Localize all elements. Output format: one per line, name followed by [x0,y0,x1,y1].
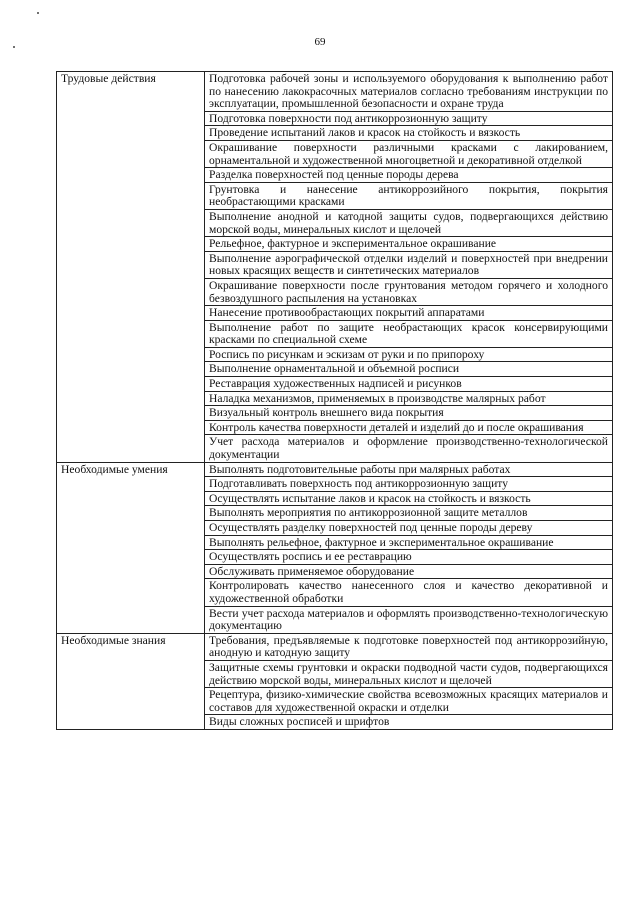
table-cell-item: Выполнять рельефное, фактурное и экспериментальное окрашивание [205,535,613,550]
table-row [57,72,613,112]
table-cell-item: Выполнение работ по защите необрастающих красок консервирующими красками по специальной схеме [205,320,613,347]
section-label: Трудовые действия [57,72,205,463]
table-cell-item: Проведение испытаний лаков и красок на стойкость и вязкость [205,126,613,141]
table-cell-item: Грунтовка и нанесение антикоррозийного покрытия, покрытия необрастающими красками [205,182,613,209]
table-cell-item: Контролировать качество нанесенного слоя и качество декоративной и художественной обработки [205,579,613,606]
table-cell-item: Требования, предъявляемые к подготовке поверхностей под антикоррозийную, анодную и катодную защиту [205,633,613,660]
table-cell-item: Рецептура, физико-химические свойства всевозможных красящих материалов и составов для художественной окраски и отделки [205,688,613,715]
table-cell-item: Рельефное, фактурное и экспериментальное окрашивание [205,237,613,252]
table-cell-item: Осуществлять разделку поверхностей под ценные породы дереву [205,521,613,536]
table-cell-item: Нанесение противообрастающих покрытий аппаратами [205,306,613,321]
table-cell-item: Выполнение орнаментальной и объемной росписи [205,362,613,377]
table-cell-item: Наладка механизмов, применяемых в производстве малярных работ [205,391,613,406]
table-cell-item: Защитные схемы грунтовки и окраски подводной части судов, подвергающихся действию морской воды, минеральных кислот и щелочей [205,660,613,687]
table-cell-item: Вести учет расхода материалов и оформлять производственно-технологическую документацию [205,606,613,633]
table-cell-item: Осуществлять испытание лаков и красок на стойкость и вязкость [205,491,613,506]
table-cell-item: Реставрация художественных надписей и рисунков [205,377,613,392]
table-row [57,462,613,477]
labor-functions-table [56,71,613,730]
section-label: Необходимые знания [57,633,205,729]
table-cell-item: Выполнять подготовительные работы при малярных работах [205,462,613,477]
table-cell-item: Подготовка рабочей зоны и используемого оборудования к выполнению работ по нанесению лакокрасочных материалов согласно требованиям инструкции по эксплуатации, промышленной безопасности и охране труда [205,72,613,112]
table-cell-item: Выполнение анодной и катодной защиты судов, подвергающихся действию морской воды, минеральных кислот и щелочей [205,209,613,236]
table-row [57,633,613,660]
table-cell-item: Осуществлять роспись и ее реставрацию [205,550,613,565]
table-cell-item: Разделка поверхностей под ценные породы дерева [205,168,613,183]
table-cell-item: Окрашивание поверхности различными красками с лакированием, орнаментальной и художественной многоцветной и декоративной отделкой [205,140,613,167]
table-cell-item: Выполнять мероприятия по антикоррозионной защите металлов [205,506,613,521]
scan-speck [37,12,39,14]
table-cell-item: Выполнение аэрографической отделки изделий и поверхностей при внедрении новых красящих веществ и синтетических материалов [205,251,613,278]
table-cell-item: Роспись по рисункам и эскизам от руки и по припороху [205,347,613,362]
section-label: Необходимые умения [57,462,205,633]
table-cell-item: Виды сложных росписей и шрифтов [205,715,613,730]
table-cell-item: Обслуживать применяемое оборудование [205,564,613,579]
page-number: 69 [314,36,326,48]
table-cell-item: Подготовка поверхности под антикоррозионную защиту [205,111,613,126]
table-cell-item: Подготавливать поверхность под антикоррозионную защиту [205,477,613,492]
table-cell-item: Контроль качества поверхности деталей и изделий до и после окрашивания [205,420,613,435]
table-cell-item: Учет расхода материалов и оформление производственно-технологической документации [205,435,613,462]
table-cell-item: Визуальный контроль внешнего вида покрытия [205,406,613,421]
table-cell-item: Окрашивание поверхности после грунтования методом горячего и холодного безвоздушного распыления на установках [205,278,613,305]
